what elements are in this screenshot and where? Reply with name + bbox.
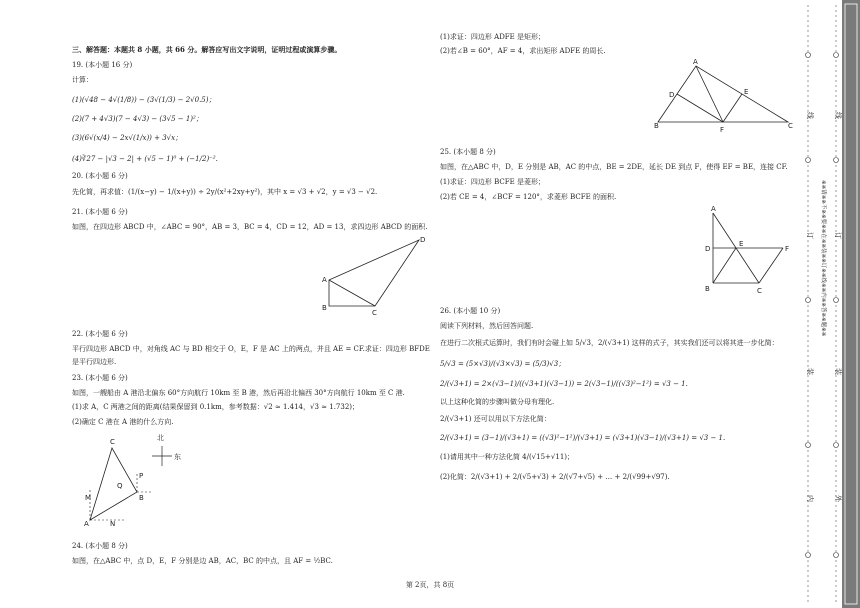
- q23-label-p: P: [139, 472, 144, 480]
- q21-label-a: A: [322, 276, 327, 284]
- q26-example-2: 2/(√3+1) = 2×(√3−1)/((√3+1)(√3−1)) = 2(√3−1)/((√3)²−1²) = √3 − 1.: [440, 380, 688, 388]
- q23-east-label: 东: [174, 453, 181, 461]
- q26-text-2: 以上这种化简的步骤叫做分母有理化.: [440, 398, 555, 406]
- q20-heading: 20. (本小题 6 分): [72, 172, 128, 180]
- binding-word-zhuang: 装: [834, 368, 842, 375]
- q26-part-2: (2)化简：2/(√3+1) + 2/(√5+√3) + 2/(√7+√5) + … + 2/(√99+√97).: [440, 473, 670, 481]
- q21-text: 如图，在四边形 ABCD 中，∠ABC = 90°，AB = 3，BC = 4，CD = 12，AD = 13，求四边形 ABCD 的面积.: [72, 223, 428, 231]
- q26-text-3: 2/(√3+1) 还可以用以下方法化简：: [440, 415, 551, 423]
- q24-label-b: B: [654, 122, 659, 130]
- q20-text: 先化简，再求值：(1/(x−y) − 1/(x+y)) ÷ 2y/(x²+2xy+y²)，其中 x = √3 + √2，y = √3 − √2.: [72, 188, 378, 196]
- q23-north-label: 北: [157, 434, 164, 442]
- q23-text-3: (2)确定 C 港在 A 港的什么方向.: [72, 418, 174, 426]
- q25-figure: [703, 205, 798, 295]
- q22-text-1: 平行四边形 ABCD 中，对角线 AC 与 BD 相交于 O，E，F 是 AC 上的两点，并且 AE = CF.求证：四边形 BFDE: [72, 345, 430, 353]
- q26-text-1: 在进行二次根式运算时，我们有时会碰上如 5/√3，2/(√3+1) 这样的式子，其实我们还可以将其进一步化简：: [440, 339, 779, 347]
- q25-label-f: F: [785, 245, 790, 253]
- q26-example-1: 5/√3 = (5×√3)/(√3×√3) = (5/3)√3；: [440, 360, 566, 368]
- page-footer: 第 2页，共 8页: [405, 581, 455, 589]
- q25-label-c: C: [757, 287, 762, 295]
- q23-label-m: M: [85, 494, 92, 502]
- q25-part-1: (1)求证：四边形 BCFE 是菱形；: [440, 178, 545, 186]
- q23-label-b: B: [139, 494, 144, 502]
- section-heading: 三、解答题：本题共 8 小题，共 66 分。解答应写出文字说明，证明过程或演算步骤。: [72, 45, 342, 54]
- q24-label-a: A: [693, 58, 698, 66]
- q24-figure: [650, 60, 795, 132]
- q23-label-q: Q: [117, 482, 123, 490]
- q23-label-a: A: [84, 520, 89, 528]
- binding-strip: [800, 0, 860, 608]
- q26-heading: 26. (本小题 10 分): [440, 307, 501, 315]
- binding-word-xian-inner: 线: [806, 112, 814, 119]
- q24-label-c: C: [788, 122, 793, 130]
- q24-part-1: (1)求证：四边形 ADFE 是矩形；: [440, 33, 545, 41]
- q19-item-4: (4)∛27 − |√3 − 2| + (√5 − 1)⁰ + (−1/2)⁻².: [72, 155, 218, 163]
- q23-label-n: N: [110, 520, 116, 528]
- q21-label-d: D: [420, 236, 426, 244]
- q23-figure: [80, 428, 190, 533]
- q19-intro: 计算：: [72, 76, 93, 84]
- q23-label-c: C: [110, 438, 115, 446]
- q25-label-d: D: [705, 245, 711, 253]
- q24-text: 如图，在△ABC 中，点 D，E，F 分别是边 AB，AC，BC 的中点，且 AF = ½BC.: [72, 557, 333, 565]
- q25-text: 如图，在△ABC 中，D，E 分别是 AB，AC 的中点，BE = 2DE，延长 DE 到点 F，使得 EF = BE，连接 CF.: [440, 163, 788, 171]
- q19-heading: 19. (本小题 16 分): [72, 61, 133, 69]
- binding-word-xian: 线: [834, 112, 842, 119]
- q21-label-b: B: [322, 304, 327, 312]
- q24-part-2: (2)若∠B = 60°，AF = 4，求出矩形 ADFE 的周长.: [440, 47, 606, 55]
- binding-warning: ※※请※※不※※要※※在※※装※※订※※线※※内※※答※※题※※: [820, 180, 826, 337]
- binding-word-zhuang-inner: 装: [806, 368, 814, 375]
- q25-label-b: B: [705, 285, 710, 293]
- q19-item-1: (1)(√48 − 4√(1/8)) − (3√(1/3) − 2√0.5)；: [72, 96, 216, 104]
- q26-part-1: (1)请用其中一种方法化简 4/(√15+√11)；: [440, 453, 575, 461]
- q24-label-e: E: [744, 88, 749, 96]
- q21-figure: [320, 232, 430, 322]
- q19-item-2: (2)(7 + 4√3)(7 − 4√3) − (3√5 − 1)²；: [72, 115, 203, 123]
- binding-word-ding: 订: [834, 232, 842, 239]
- q21-heading: 21. (本小题 6 分): [72, 208, 128, 216]
- q24-label-d: D: [669, 91, 675, 99]
- q26-example-3: 2/(√3+1) = (3−1)/(√3+1) = ((√3)²−1²)/(√3+1) = (√3+1)(√3−1)/(√3+1) = √3 − 1.: [440, 434, 726, 442]
- q24-heading: 24. (本小题 8 分): [72, 542, 128, 550]
- q24-label-f: F: [720, 126, 725, 134]
- q25-label-a: A: [711, 205, 716, 213]
- q22-heading: 22. (本小题 6 分): [72, 330, 128, 338]
- q22-text-2: 是平行四边形.: [72, 358, 117, 366]
- binding-word-wai: 外: [834, 495, 842, 502]
- q23-text-2: (1)求 A，C 两港之间的距离(结果保留到 0.1km，参考数据：√2 ≈ 1.414，√3 ≈ 1.732)；: [72, 403, 360, 411]
- q23-text-1: 如图，一艘船由 A 港沿北偏东 60°方向航行 10km 至 B 港，然后再沿北偏西 30°方向航行 10km 至 C 港.: [72, 389, 405, 397]
- q25-label-e: E: [739, 240, 744, 248]
- q26-intro: 阅读下列材料，然后回答问题.: [440, 322, 534, 330]
- q23-heading: 23. (本小题 6 分): [72, 374, 128, 382]
- q25-part-2: (2)若 CE = 4，∠BCF = 120°，求菱形 BCFE 的面积.: [440, 193, 617, 201]
- q21-label-c: C: [372, 309, 377, 317]
- q25-heading: 25. (本小题 8 分): [440, 148, 496, 156]
- binding-word-nei: 内: [806, 495, 814, 502]
- q19-item-3: (3)(6√(x/4) − 2x√(1/x)) + 3√x；: [72, 134, 183, 142]
- binding-word-ding-inner: 订: [806, 232, 814, 239]
